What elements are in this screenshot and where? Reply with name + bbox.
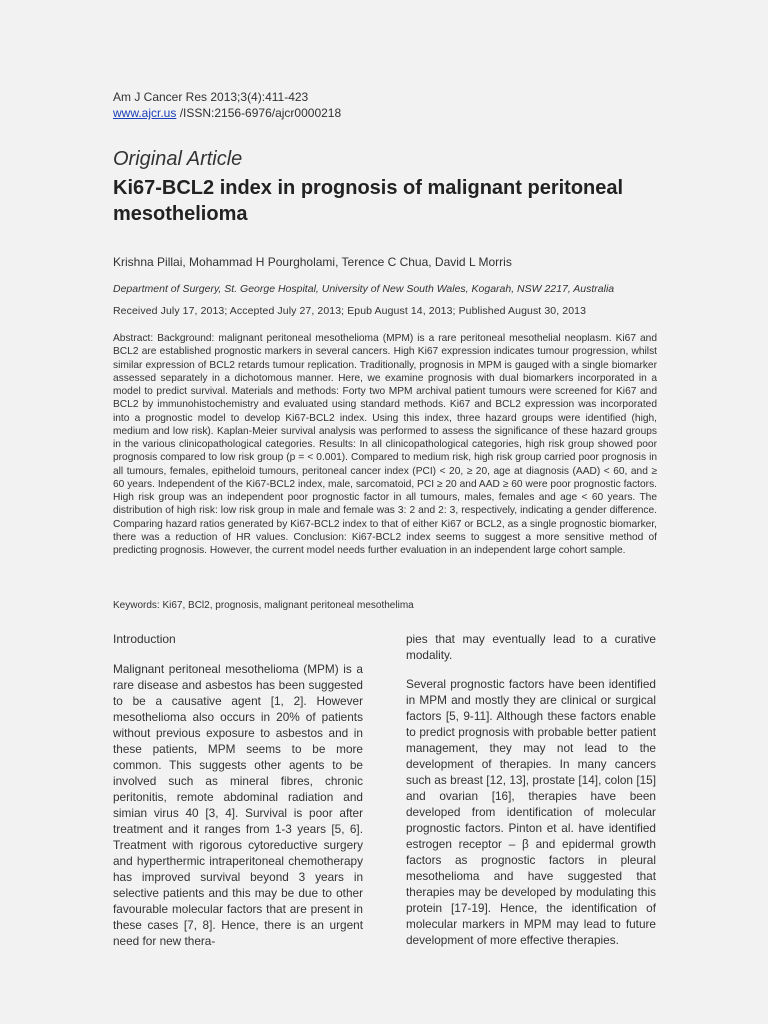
authors-line: Krishna Pillai, Mohammad H Pourgholami, Terence C Chua, David L Morris [113,255,512,269]
publication-dates: Received July 17, 2013; Accepted July 27, 2013; Epub August 14, 2013; Published August 30, 2013 [113,305,587,317]
issn-text: /ISSN:2156-6976/ajcr0000218 [176,106,342,120]
introduction-heading: Introduction [113,632,176,646]
keywords-line: Keywords: Ki67, BCl2, prognosis, malignant peritoneal mesothelima [113,600,414,611]
citation-block [113,89,341,121]
article-title: Ki67-BCL2 index in prognosis of malignant peritoneal mesothelioma [113,177,624,225]
abstract-text: Abstract: Background: malignant peritoneal mesothelioma (MPM) is a rare peritoneal mesothelial neoplasm. Ki67 and BCL2 are established prognostic markers in several cancers. High Ki67 expression indicates tumour progression, whilst similar expression of BCL2 retards tumour replication. Traditionally, prognosis in MPM is gauged with a single biomarker assessed separately in a dichotomous manner. Here, we examine prognosis with dual biomarkers incorporated in a model to predict survival. Materials and methods: Forty two MPM archival patient tumours were screened for Ki67 and BCL2 by immunohistochemistry and evaluated using standard methods. Ki67 and BCL2 expression was incorporated into a prognostic model to develop Ki67-BCL2 index. Using this index, three hazard groups were identified (high, medium and low risk). Kaplan-Meier survival analysis was performed to assess the significance of these hazard groups in the various clinicopathological categories. Results: In all clinicopathological categories, high risk group showed poor prognosis compared to low risk group (p = < 0.001). Compared to medium risk, high risk group carried poor prognosis in all tumours, females, epitheloid tumours, peritoneal cancer index (PCI) < 20, ≥ 20, age at diagnosis (AAD) < 60, and ≥ 60 years. Independent of the Ki67-BCL2 index, male, sarcomatoid, PCI ≥ 20 and AAD ≥ 60 were poor prognostic factors. High risk group was an independent poor prognostic factor in all tumours, males, females and age < 60 years. The distribution of high risk: low risk group in male and female was 3: 2 and 2: 3, respectively, indicating a gender difference. Comparing hazard ratios generated by Ki67-BCL2 index to that of either Ki67 or BCL2, as a single prognostic biomarker, there was a reduction of HR values. Conclusion: Ki67-BCL2 index seems to suggest a more sensitive method of predicting prognosis. However, the current model needs further evaluation in an independent large cohort sample. [113,333,657,556]
right-column [406,631,656,961]
affiliation-line: Department of Surgery, St. George Hospital, University of New South Wales, Kogarah, NSW 2217, Australia [113,283,615,295]
intro-paragraph-continued: pies that may eventually lead to a curative modality. [406,632,656,662]
intro-paragraph-1: Malignant peritoneal mesothelioma (MPM) is a rare disease and asbestos has been suggested to be a causative agent [1, 2]. However mesothelioma also occurs in 20% of patients without previous exposure to asbestos and in these patients, MPM seems to be more common. This suggests other agents to be involved such as mineral fibres, chronic peritonitis, remote abdominal radiation and simian virus 40 [3, 4]. Survival is poor after treatment and it ranges from 1-3 years [5, 6]. Treatment with rigorous cytoreductive surgery and hyperthermic intraperitoneal chemotherapy has improved survival beyond 3 years in selective patients and this may be due to other favourable molecular factors that are present in these cases [7, 8]. Hence, there is an urgent need for new thera- [113,662,363,948]
article-type-label: Original Article [113,148,243,170]
journal-citation: Am J Cancer Res 2013;3(4):411-423 [113,90,309,104]
journal-link[interactable]: www.ajcr.us [113,106,177,120]
issn-line [113,105,341,121]
intro-paragraph-2: Several prognostic factors have been identified in MPM and mostly they are clinical or surgical factors [5, 9-11]. Although these factors enable to predict prognosis with probable better patient management, they may not lead to the development of therapies. In many cancers such as breast [12, 13], prostate [14], colon [15] and ovarian [16], therapies have been developed from identification of molecular prognostic factors. Pinton et al. have identified estrogen receptor – β and epidermal growth factors as prognostic factors in pleural mesothelioma and have suggested that therapies may be developed by modulating this protein [17-19]. Hence, the identification of molecular markers in MPM may lead to future development of more effective therapies. [406,677,656,947]
left-column [113,631,363,962]
